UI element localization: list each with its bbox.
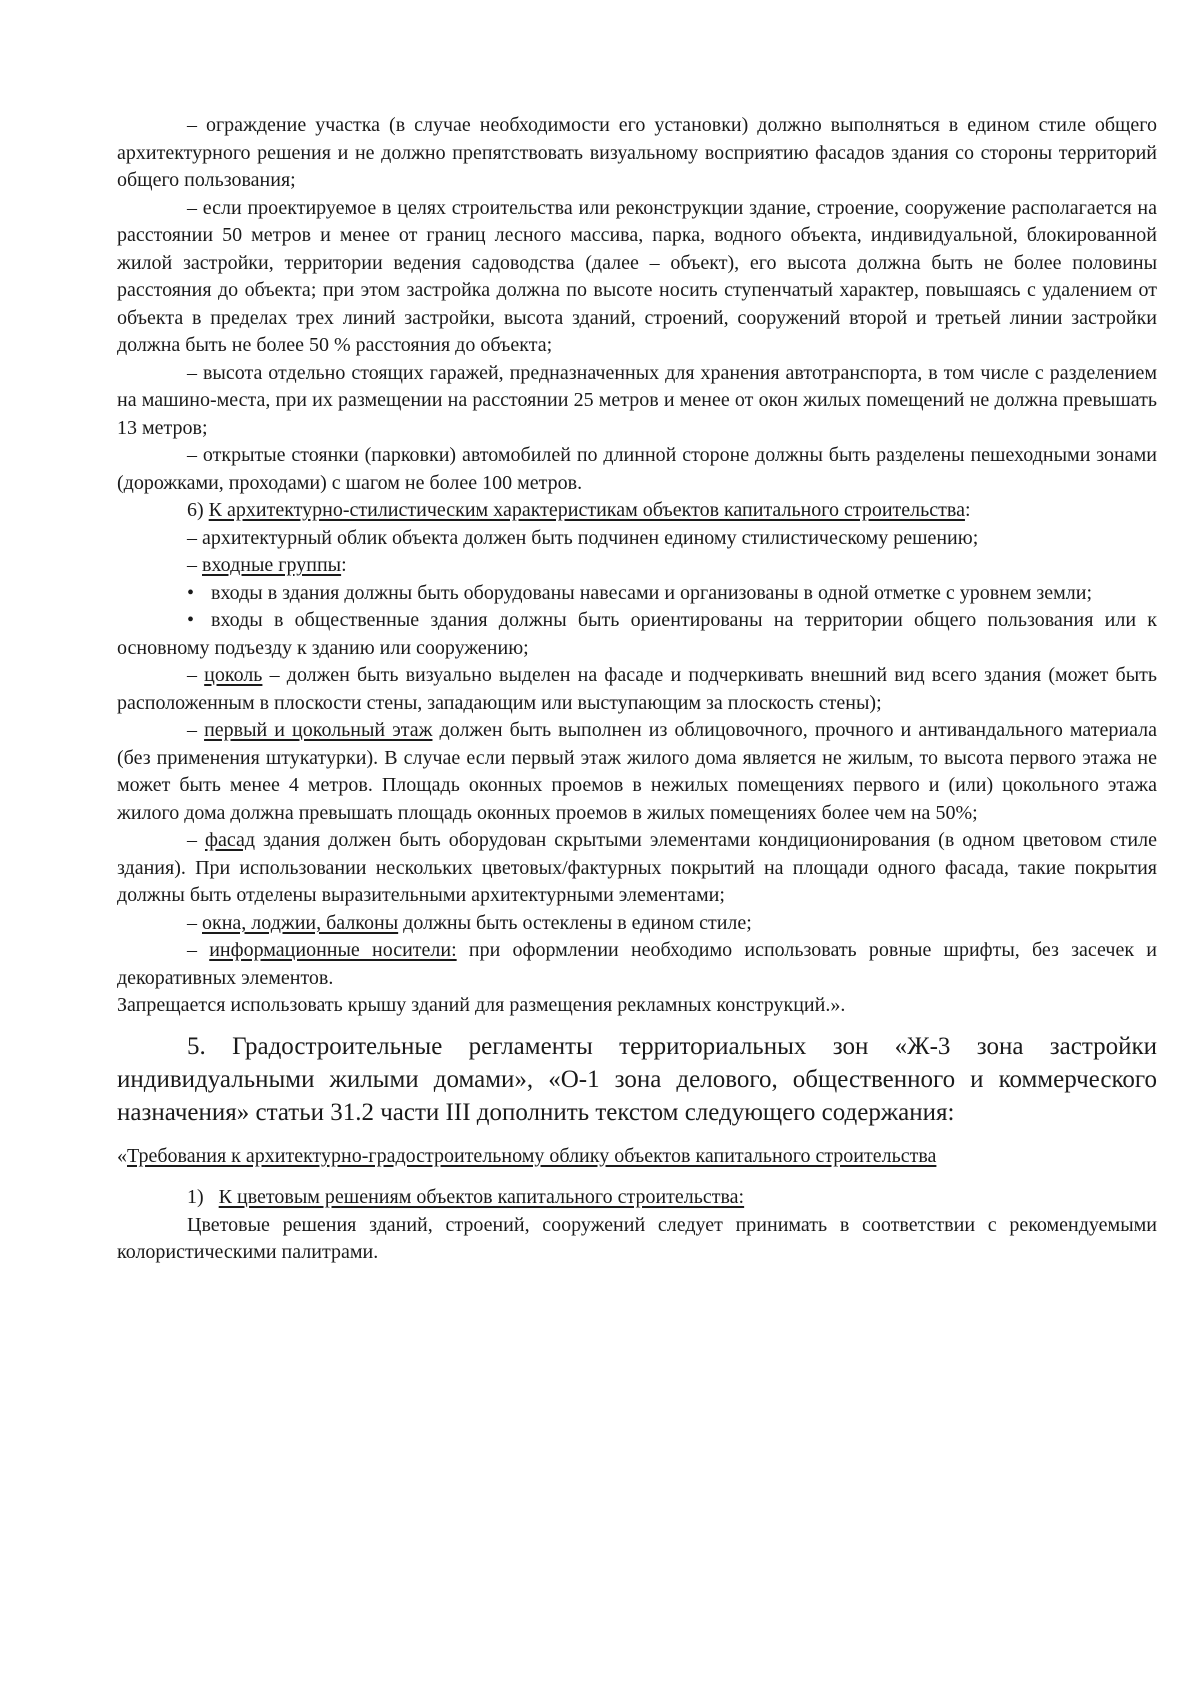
paragraph-first-floor (117, 717, 1157, 827)
item-1-heading (117, 1184, 1157, 1212)
bullet-text: входы в общественные здания должны быть ориентированы на территории общего пользования или к основному подъезду к зданию или сооружению; (117, 609, 1157, 659)
paragraph-windows (117, 910, 1157, 938)
item-1-title: К цветовым решениям объектов капитального строительства: (218, 1186, 745, 1208)
bullet-icon: • (187, 581, 195, 604)
paragraph-garages: – высота отдельно стоящих гаражей, предназначенных для хранения автотранспорта, в том числе с разделением на машино-места, при их размещении на расстоянии 25 метров и менее от окон жилых помещений не должна превышать 13 метров; (117, 361, 1157, 439)
dash: – (187, 554, 197, 576)
paragraph-fence: – ограждение участка (в случае необходимости его установки) должно выполняться в едином стиле общего архитектурного решения и не должно препятствовать визуальному восприятию фасадов здания со стороны территорий общего пользования; (117, 114, 1157, 191)
information-carriers-heading: информационные носители: (209, 939, 457, 961)
colon: : (341, 554, 347, 576)
entrance-groups-heading: входные группы (202, 554, 342, 576)
open-quote: « (117, 1144, 127, 1167)
paragraph-information-carriers (117, 937, 1157, 992)
plinth-text: – должен быть визуально выделен на фасаде и подчеркивать внешний вид всего здания (может быть расположенным в плоскости стены, западающим или выступающим за плоскость стены); (117, 664, 1157, 714)
plinth-heading: цоколь (204, 664, 263, 686)
dash: – (187, 829, 197, 851)
facade-heading: фасад (205, 829, 256, 851)
section-6-number: 6) (187, 499, 204, 521)
first-floor-text: должен быть выполнен из облицовочного, прочного и антивандального материала (без применения штукатурки). В случае если первый этаж жилого дома является не жилым, то высота первого этажа не может быть менее 4 метров. Площадь оконных проемов в нежилых помещениях первого и (или) цокольного этажа жилого дома должна превышать площадь оконных проемов в жилых помещениях более чем на 50%; (117, 719, 1158, 824)
bullet-text: входы в здания должны быть оборудованы навесами и организованы в одной отметке с уровнем земли; (211, 581, 1093, 604)
dash: – (187, 939, 197, 961)
paragraph-entrance-groups (117, 552, 1157, 580)
bullet-item-entrances (117, 580, 1157, 608)
first-floor-heading: первый и цокольный этаж (204, 719, 433, 741)
paragraph-architectural-look: – архитектурный облик объекта должен быть подчинен единому стилистическому решению; (187, 526, 979, 549)
item-1-number: 1) (187, 1186, 204, 1208)
section-6-colon: : (964, 499, 971, 521)
document-page (117, 112, 1157, 1267)
dash: – (187, 664, 197, 686)
bullet-icon: • (187, 609, 195, 631)
facade-text: здания должен быть оборудован скрытыми элементами кондиционирования (в одном цветовом стиле здания). При использовании нескольких цветовых/фактурных покрытий на площади одного фасада, такие покрытия должны быть отделены выразительными архитектурными элементами; (117, 829, 1157, 906)
dash: – (187, 719, 197, 741)
section-5-paragraph: 5. Градостроительные регламенты территориальных зон «Ж-3 зона застройки индивидуальными жилыми домами», «О-1 зона делового, общественного и коммерческого назначения» статьи 31.2 части III дополнить текстом следующего содержания: (117, 1032, 1157, 1126)
section-6-heading: К архитектурно-стилистическим характеристикам объектов капитального строительства (208, 499, 965, 521)
paragraph-parking: – открытые стоянки (парковки) автомобилей по длинной стороне должны быть разделены пешеходными зонами (дорожками, проходами) с шагом не более 100 метров. (117, 444, 1157, 494)
paragraph-facade (117, 827, 1157, 910)
paragraph-color-solutions: Цветовые решения зданий, строений, сооружений следует принимать в соответствии с рекомендуемыми колористическими палитрами. (117, 1213, 1157, 1263)
bullet-item-public-entrances (117, 607, 1157, 662)
requirements-title-text: Требования к архитектурно-градостроительному облику объектов капитального строительства (127, 1144, 937, 1167)
requirements-title (117, 1143, 1157, 1171)
paragraph-plinth (117, 662, 1157, 717)
windows-heading: окна, лоджии, балконы (202, 911, 399, 934)
paragraph-section-6 (117, 497, 1157, 525)
information-carriers-text: при оформлении необходимо использовать ровные шрифты, без засечек и декоративных элементов. (117, 939, 1157, 989)
dash: – (187, 911, 197, 934)
paragraph-roof-prohibition: Запрещается использовать крышу зданий для размещения рекламных конструкций.». (117, 994, 846, 1016)
windows-text: должны быть остеклены в едином стиле; (398, 911, 752, 934)
paragraph-height-limit: – если проектируемое в целях строительства или реконструкции здание, строение, сооружение располагается на расстоянии 50 метров и менее от границ лесного массива, парка, водного объекта, индивидуальной, блокированной жилой застройки, территории ведения садоводства (далее – объект), его высота должна быть не более половины расстояния до объекта; при этом застройка должна по высоте носить ступенчатый характер, повышаясь с удалением от объекта в пределах трех линий застройки, высота зданий, строений, сооружений второй и третьей линии застройки должна быть не более 50 % расстояния до объекта; (117, 196, 1157, 356)
